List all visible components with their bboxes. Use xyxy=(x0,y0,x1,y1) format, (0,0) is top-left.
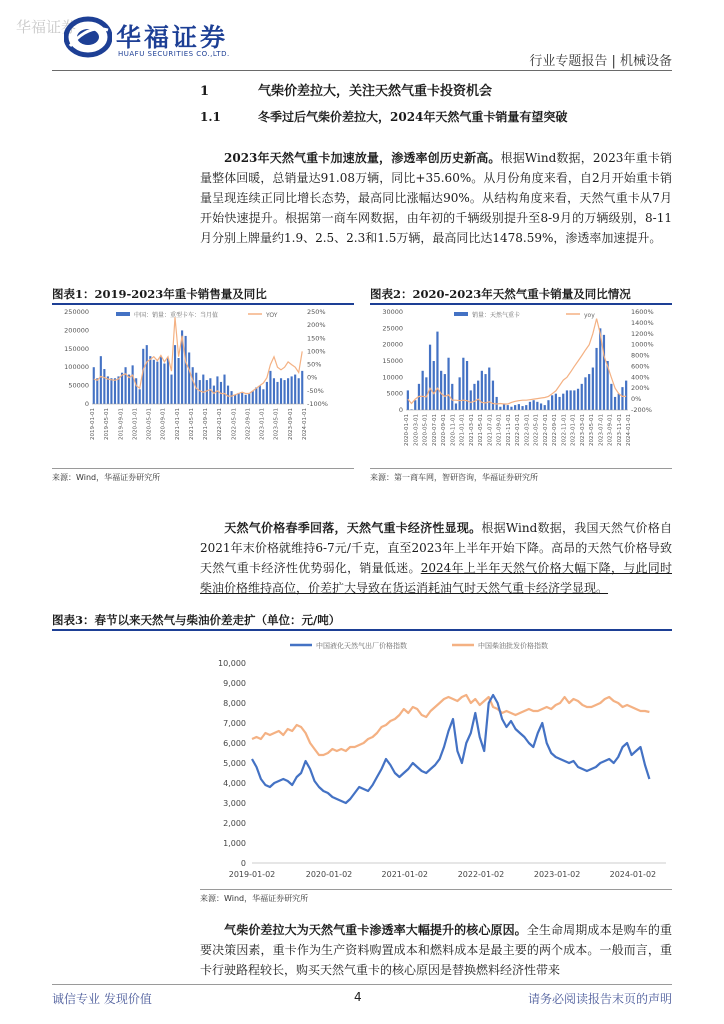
sales-bar xyxy=(269,371,271,404)
y-right-tick-label: 200% xyxy=(631,384,650,393)
sales-bar xyxy=(110,378,112,404)
x-tick-label: 2021-05-01 xyxy=(478,414,484,446)
x-tick-label: 2020-01-01 xyxy=(404,414,410,446)
x-tick-label: 2023-07-01 xyxy=(598,414,605,446)
sales-bar xyxy=(481,371,483,410)
y-tick-label: 9,000 xyxy=(223,679,246,688)
y-right-tick-label: 1600% xyxy=(631,308,654,316)
sales-bar xyxy=(287,378,289,404)
x-tick-label: 2020-01-01 xyxy=(132,408,139,440)
y-right-tick-label: 400% xyxy=(631,373,650,382)
sales-bar xyxy=(625,381,627,410)
watermark-text: 华福证券 xyxy=(16,18,77,36)
x-tick-label: 2022-03-01 xyxy=(524,414,531,446)
sales-bar xyxy=(555,394,557,410)
sales-bar xyxy=(510,407,512,410)
figure-2-source: 来源：第一商车网，智研咨询，华福证券研究所 xyxy=(370,473,538,482)
sales-bar xyxy=(100,356,102,404)
paragraph-1-lead: 2023年天然气重卡加速放量，渗透率创历史新高。 xyxy=(224,151,501,165)
x-tick-label: 2023-01-02 xyxy=(533,870,581,879)
sales-bar xyxy=(231,391,233,404)
y-left-tick-label: 5000 xyxy=(386,389,403,398)
y-tick-label: 10,000 xyxy=(218,659,246,668)
sales-bar xyxy=(525,405,527,410)
x-tick-label: 2019-05-01 xyxy=(104,408,111,440)
sales-bar xyxy=(121,373,123,404)
y-tick-label: 0 xyxy=(240,859,246,868)
x-tick-label: 2022-05-01 xyxy=(231,408,238,440)
sales-bar xyxy=(514,405,516,410)
sales-bar xyxy=(540,403,542,410)
sales-bar xyxy=(484,374,486,410)
section-title: 气柴价差拉大，关注天然气重卡投资机会 xyxy=(258,84,493,99)
sales-bar xyxy=(298,378,300,404)
sales-bar xyxy=(466,361,468,410)
report-type: 行业专题报告 | 机械设备 xyxy=(529,54,672,69)
sales-bar xyxy=(227,386,229,404)
sales-bar xyxy=(259,386,261,404)
x-tick-label: 2022-11-01 xyxy=(561,414,568,446)
y-right-tick-label: 1000% xyxy=(631,340,654,349)
sales-bar xyxy=(573,390,575,410)
y-left-tick-label: 250000 xyxy=(64,308,89,316)
sales-bar xyxy=(96,378,98,404)
sales-bar xyxy=(459,377,461,410)
sales-bar xyxy=(507,405,509,410)
paragraph-2-body: 根据Wind数据，我国天然气价格自2021年末价格就维持6-7元/千克，直至2023年上半年开始下降。高昂的天然气价格导致天然气重卡经济性优势弱化，销量低迷。 xyxy=(200,521,672,575)
sales-bar xyxy=(163,364,165,404)
sales-bar xyxy=(429,345,431,410)
sales-bar xyxy=(584,377,586,410)
footer-disclaimer: 请务必阅读报告末页的声明 xyxy=(527,992,672,1006)
x-tick-label: 2021-03-01 xyxy=(468,414,475,446)
x-tick-label: 2023-01-01 xyxy=(259,408,266,440)
x-tick-label: 2021-07-01 xyxy=(487,414,494,446)
x-tick-label: 2020-01-02 xyxy=(305,870,353,879)
x-tick-label: 2021-11-01 xyxy=(505,414,512,446)
sales-bar xyxy=(139,389,141,404)
sales-bar xyxy=(128,375,130,404)
sales-bar xyxy=(276,382,278,404)
figure-2-bottom-rule xyxy=(370,468,672,469)
sales-bar xyxy=(238,393,240,404)
y-right-tick-label: 600% xyxy=(631,362,650,371)
x-tick-label: 2024-01-01 xyxy=(626,414,632,446)
sales-bar xyxy=(433,361,435,410)
y-tick-label: 7,000 xyxy=(223,719,246,728)
y-tick-label: 8,000 xyxy=(223,699,246,708)
x-tick-label: 2023-05-01 xyxy=(273,408,280,440)
y-left-tick-label: 15000 xyxy=(382,357,403,365)
sales-bar xyxy=(174,345,176,404)
sales-bar xyxy=(451,384,453,410)
sales-bar xyxy=(462,358,464,410)
sales-bar xyxy=(262,389,264,404)
sales-bar xyxy=(202,375,204,404)
sales-bar xyxy=(614,397,616,410)
sales-bar xyxy=(149,356,151,404)
sales-bar xyxy=(621,387,623,410)
y-right-tick-label: 250% xyxy=(307,308,326,316)
x-tick-label: 2019-01-02 xyxy=(228,870,276,879)
huafu-logo-icon xyxy=(64,16,112,58)
sales-bar xyxy=(125,367,127,404)
subsection-heading xyxy=(200,108,567,125)
sales-bar xyxy=(414,400,416,410)
y-right-tick-label: 150% xyxy=(307,334,326,343)
sales-bar xyxy=(273,378,275,404)
y-right-tick-label: 0% xyxy=(307,373,318,382)
sales-bar xyxy=(146,345,148,404)
sales-bar xyxy=(284,380,286,404)
figure-1-title: 图表1：2019-2023年重卡销售量及同比 xyxy=(52,287,267,301)
sales-bar xyxy=(255,387,257,404)
sales-bar xyxy=(440,371,442,410)
legend-label-bars: 销量：天然气重卡 xyxy=(472,312,521,319)
y-tick-label: 2,000 xyxy=(223,819,246,828)
sales-bar xyxy=(291,376,293,404)
page-number: 4 xyxy=(354,990,362,1004)
sales-bar xyxy=(477,381,479,410)
legend-label-bars: 中国：销量：重型卡车：当月值 xyxy=(134,312,219,319)
legend-label-lng: 中国液化天然气出厂价格指数 xyxy=(316,642,407,650)
sales-bar xyxy=(422,371,424,410)
sales-bar xyxy=(492,381,494,410)
sales-bar xyxy=(499,407,501,410)
subsection-number: 1.1 xyxy=(200,110,221,124)
header-divider xyxy=(52,70,672,71)
sales-bar xyxy=(536,402,538,410)
y-left-tick-label: 150000 xyxy=(64,344,89,353)
y-right-tick-label: 0% xyxy=(631,395,642,404)
sales-bar xyxy=(160,356,162,404)
gas-diesel-price-chart xyxy=(200,632,672,884)
x-tick-label: 2023-11-01 xyxy=(616,414,623,446)
legend-swatch-bars xyxy=(116,312,130,316)
sales-bar xyxy=(470,390,472,410)
y-left-tick-label: 200000 xyxy=(64,326,89,335)
figure-3-rule xyxy=(52,629,672,631)
y-tick-label: 3,000 xyxy=(223,799,246,808)
figure-1-rule xyxy=(52,303,354,305)
x-tick-label: 2023-01-01 xyxy=(570,414,577,446)
y-tick-label: 4,000 xyxy=(223,779,246,788)
sales-bar xyxy=(93,367,95,404)
sales-bar xyxy=(107,376,109,404)
x-tick-label: 2021-01-01 xyxy=(174,408,181,440)
sales-bar xyxy=(533,400,535,410)
sales-bar xyxy=(581,384,583,410)
sales-bar xyxy=(178,358,180,404)
sales-bar xyxy=(547,400,549,410)
y-right-tick-label: -200% xyxy=(631,406,652,414)
sales-bar xyxy=(199,380,201,404)
x-tick-label: 2022-01-01 xyxy=(515,414,521,446)
sales-bar xyxy=(280,378,282,404)
subsection-title: 冬季过后气柴价差拉大，2024年天然气重卡销量有望突破 xyxy=(258,110,568,124)
sales-bar xyxy=(103,369,105,404)
figure-3-title: 图表3：春节以来天然气与柴油价差走扩（单位：元/吨） xyxy=(52,613,341,627)
sales-bar xyxy=(595,348,597,410)
paragraph-1-body: 根据Wind数据，2023年重卡销量整体回暖，总销量达91.08万辆，同比+35.60%。从月份角度来看，自2月开始重卡销量呈现连续正同比增长态势，最高同比涨幅达90%。从结构角度来看，天然气重卡从7月开始快速提升。根据第一商车网数据，由年初的千辆级别提升至8-9月的万辆级别，8-11月分别上牌量约1.9、2.5、2.3和1.5万辆，最高同比达1478.59%，渗透率加速提升。 xyxy=(200,151,672,245)
x-tick-label: 2022-07-01 xyxy=(542,414,549,446)
sales-bar xyxy=(185,336,187,404)
sales-bar xyxy=(618,394,620,410)
x-tick-label: 2022-05-01 xyxy=(533,414,540,446)
x-tick-label: 2024-01-01 xyxy=(302,408,308,440)
sales-bar xyxy=(188,352,190,404)
x-tick-label: 2020-03-01 xyxy=(413,414,420,446)
y-left-tick-label: 100000 xyxy=(64,363,89,372)
sales-bar xyxy=(213,386,215,404)
sales-bar xyxy=(603,335,605,410)
y-left-tick-label: 20000 xyxy=(382,340,403,349)
x-tick-label: 2023-03-01 xyxy=(579,414,586,446)
sales-bar xyxy=(252,391,254,404)
legend-swatch-bars xyxy=(454,312,468,316)
x-tick-label: 2023-09-01 xyxy=(287,408,294,440)
x-tick-label: 2021-01-01 xyxy=(459,414,466,446)
paragraph-3-lead: 气柴价差拉大为天然气重卡渗透率大幅提升的核心原因。 xyxy=(224,923,527,937)
sales-bar xyxy=(245,395,247,404)
figure-2-title: 图表2：2020-2023年天然气重卡销量及同比情况 xyxy=(370,287,631,301)
sales-bar xyxy=(570,390,572,410)
paragraph-3-body: 全生命周期成本是购车的重要决策因素，重卡作为生产资料购置成本和燃料成本是最主要的两个成本。一般而言，重卡行驶路程较长，购买天然气重卡的核心原因是替换燃料经济性带来 xyxy=(200,923,672,977)
y-left-tick-label: 10000 xyxy=(382,373,403,382)
sales-bar xyxy=(248,393,250,404)
legend-label-diesel: 中国柴油批发价格指数 xyxy=(478,642,548,650)
figure-2-rule xyxy=(370,303,672,305)
y-right-tick-label: 50% xyxy=(307,360,322,369)
x-tick-label: 2021-05-01 xyxy=(188,408,195,440)
company-name-en: HUAFU SECURITIES CO.,LTD. xyxy=(118,50,230,58)
x-tick-label: 2019-01-01 xyxy=(90,408,96,440)
x-tick-label: 2020-09-01 xyxy=(160,408,167,440)
sales-bar xyxy=(206,380,208,404)
x-tick-label: 2020-09-01 xyxy=(441,414,447,446)
x-tick-label: 2019-09-01 xyxy=(118,408,125,440)
sales-bar xyxy=(610,384,612,410)
figure-3-bottom-rule xyxy=(200,889,672,890)
paragraph-3 xyxy=(200,920,672,980)
footer-divider xyxy=(52,984,672,985)
figure-3-source: 来源：Wind，华福证券研究所 xyxy=(200,894,309,903)
x-tick-label: 2022-09-01 xyxy=(552,414,558,446)
x-tick-label: 2020-05-01 xyxy=(146,408,153,440)
y-right-tick-label: -50% xyxy=(307,386,324,395)
x-tick-label: 2023-09-01 xyxy=(607,414,614,446)
y-right-tick-label: 200% xyxy=(307,321,326,330)
y-right-tick-label: -100% xyxy=(307,400,328,408)
sales-bar xyxy=(192,367,194,404)
y-left-tick-label: 25000 xyxy=(382,324,403,333)
sales-bar xyxy=(223,375,225,404)
y-left-tick-label: 30000 xyxy=(382,308,403,316)
paragraph-2 xyxy=(200,518,672,598)
y-tick-label: 6,000 xyxy=(223,739,246,748)
x-tick-label: 2020-05-01 xyxy=(422,414,429,446)
section-number: 1 xyxy=(200,84,210,99)
sales-bar xyxy=(234,395,236,404)
sales-bar xyxy=(114,378,116,404)
sales-bar xyxy=(455,403,457,410)
sales-bar xyxy=(562,394,564,410)
sales-bar xyxy=(558,397,560,410)
sales-bar xyxy=(488,368,490,410)
sales-bar xyxy=(577,389,579,410)
sales-bar xyxy=(241,393,243,404)
sales-bar xyxy=(566,390,568,410)
sales-bar xyxy=(588,374,590,410)
sales-bar xyxy=(117,376,119,404)
y-right-tick-label: 1200% xyxy=(631,329,654,338)
ng-truck-sales-chart xyxy=(370,306,672,466)
sales-bar xyxy=(156,362,158,404)
x-tick-label: 2022-01-02 xyxy=(457,870,505,879)
sales-bar xyxy=(521,406,523,410)
section-heading xyxy=(200,80,492,99)
sales-bar xyxy=(294,375,296,404)
y-right-tick-label: 1400% xyxy=(631,318,654,327)
legend-label-line: yoy xyxy=(584,312,595,319)
sales-bar xyxy=(473,384,475,410)
x-tick-label: 2021-09-01 xyxy=(496,414,503,446)
paragraph-1 xyxy=(200,148,672,248)
y-left-tick-label: 0 xyxy=(84,400,89,408)
sales-bar xyxy=(592,368,594,410)
y-right-tick-label: 100% xyxy=(307,347,326,356)
footer-slogan: 诚信专业 发现价值 xyxy=(52,992,152,1006)
sales-bar xyxy=(266,382,268,404)
x-tick-label: 2021-09-01 xyxy=(203,408,210,440)
sales-bar xyxy=(170,375,172,404)
x-tick-label: 2022-01-01 xyxy=(217,408,224,440)
x-tick-label: 2021-01-02 xyxy=(381,870,429,879)
y-left-tick-label: 0 xyxy=(398,406,403,414)
sales-bar xyxy=(444,374,446,410)
legend-label-line: YOY xyxy=(266,312,278,319)
y-tick-label: 5,000 xyxy=(223,759,246,768)
sales-bar xyxy=(132,365,134,404)
paragraph-2-underlined: 2024年上半年天然气价格大幅下降，与此同时柴油价格维持高位，价差扩大导致在货运消耗油气时天然气重卡经济学显现。 xyxy=(200,561,672,595)
y-left-tick-label: 50000 xyxy=(68,381,89,390)
company-name-cn: 华福证券 xyxy=(116,23,229,52)
sales-bar xyxy=(529,402,531,410)
lng-price-line xyxy=(252,695,649,803)
x-tick-label: 2023-05-01 xyxy=(589,414,595,446)
sales-bar xyxy=(167,358,169,404)
figure-1-source: 来源：Wind，华福证券研究所 xyxy=(52,473,161,482)
sales-bar xyxy=(518,404,520,410)
x-tick-label: 2024-01-02 xyxy=(609,870,657,879)
sales-bar xyxy=(301,371,303,404)
x-tick-label: 2020-07-01 xyxy=(431,414,438,446)
sales-bar xyxy=(551,395,553,410)
x-tick-label: 2022-09-01 xyxy=(245,408,252,440)
paragraph-2-lead: 天然气价格春季回落，天然气重卡经济性显现。 xyxy=(224,521,482,535)
y-tick-label: 1,000 xyxy=(223,839,246,848)
figure-1-bottom-rule xyxy=(52,468,354,469)
y-right-tick-label: 800% xyxy=(631,351,650,360)
sales-bar xyxy=(436,332,438,410)
x-tick-label: 2020-11-01 xyxy=(450,414,457,446)
sales-bar xyxy=(447,358,449,410)
heavy-truck-sales-chart xyxy=(52,306,354,466)
sales-bar xyxy=(153,360,155,404)
sales-bar xyxy=(544,405,546,410)
